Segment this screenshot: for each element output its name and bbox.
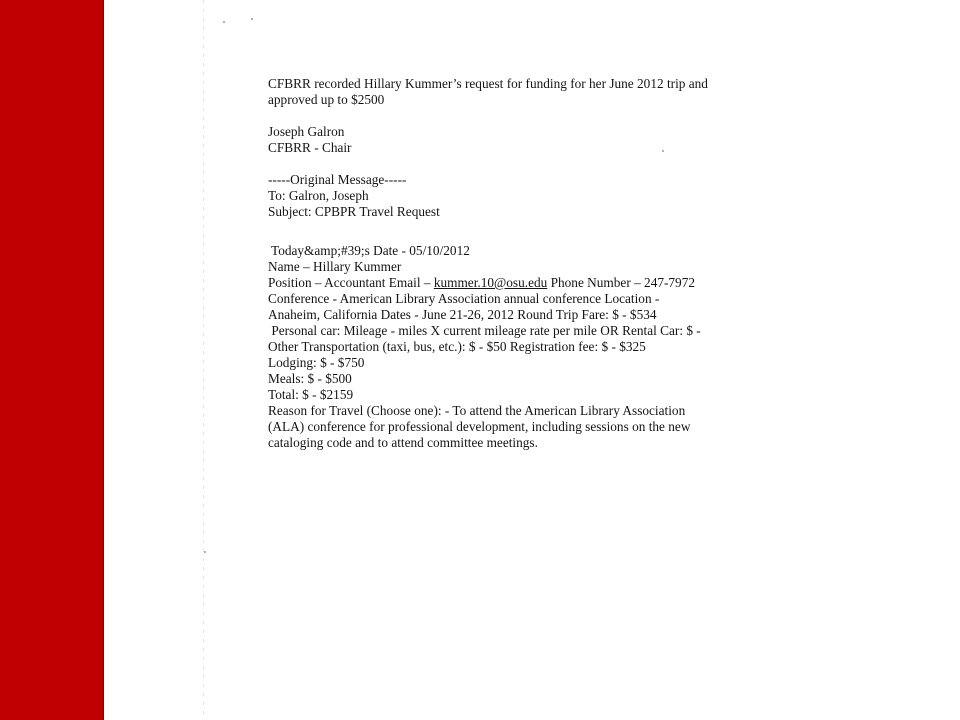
scanned-document	[268, 76, 728, 451]
signature-name: Joseph Galron	[268, 124, 345, 139]
phone-number: Phone Number – 247-7972	[547, 275, 696, 290]
scan-speck	[223, 21, 225, 23]
position-label: Position – Accountant Email –	[268, 275, 434, 290]
red-side-bar	[0, 0, 104, 720]
request-conference: Conference - American Library Association annual conference Location -	[268, 291, 660, 306]
message-to: To: Galron, Joseph	[268, 188, 369, 203]
request-meals: Meals: $ - $500	[268, 371, 352, 386]
request-date: Today&amp;#39;s Date - 05/10/2012	[271, 243, 470, 258]
approval-line-1: CFBRR recorded Hillary Kummer’s request for funding for her June 2012 trip and	[268, 76, 708, 91]
request-location: Anaheim, California Dates - June 21-26, 2012 Round Trip Fare: $ - $534	[268, 307, 657, 322]
signature-title: CFBRR - Chair	[268, 140, 352, 155]
request-name: Name – Hillary Kummer	[268, 259, 402, 274]
request-reason-3: cataloging code and to attend committee meetings.	[268, 435, 538, 450]
request-reason-1: Reason for Travel (Choose one): - To attend the American Library Association	[268, 403, 686, 418]
request-reason-2: (ALA) conference for professional development, including sessions on the new	[268, 419, 691, 434]
original-message-header: -----Original Message-----	[268, 172, 407, 187]
scan-speck	[204, 551, 206, 553]
scan-speck	[251, 18, 253, 20]
request-total: Total: $ - $2159	[268, 387, 354, 402]
request-lodging: Lodging: $ - $750	[268, 355, 365, 370]
message-subject: Subject: CPBPR Travel Request	[268, 204, 440, 219]
approval-line-2: approved up to $2500	[268, 92, 385, 107]
scan-edge-line	[203, 0, 204, 720]
request-personal-car: Personal car: Mileage - miles X current mileage rate per mile OR Rental Car: $ -	[268, 323, 701, 338]
email-link[interactable]: kummer.10@osu.edu	[433, 275, 548, 290]
request-position-line	[268, 275, 728, 291]
request-other-transport: Other Transportation (taxi, bus, etc.): $ - $50 Registration fee: $ - $325	[268, 339, 646, 354]
